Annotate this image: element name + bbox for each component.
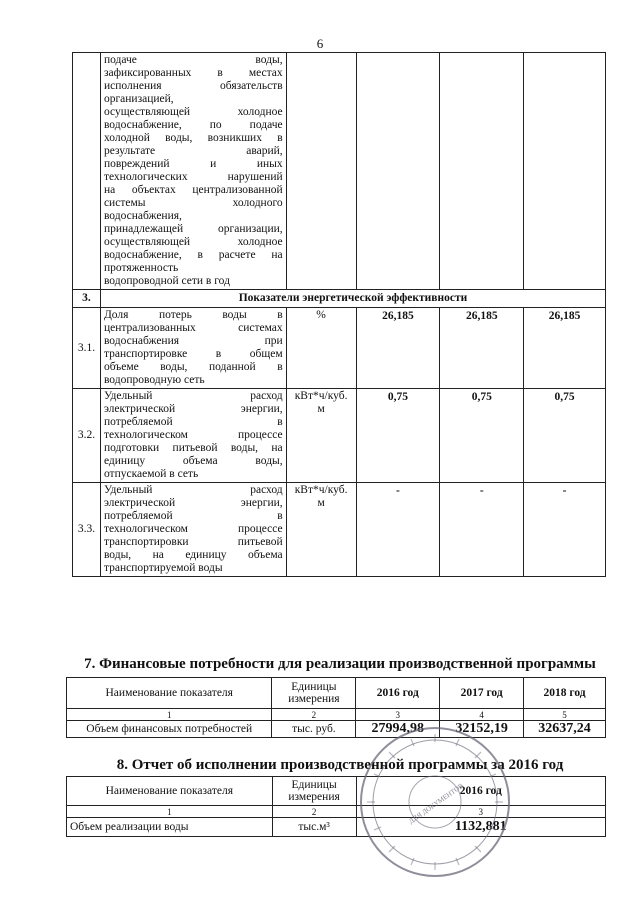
section-title: Показатели энергетической эффективности <box>100 290 605 308</box>
description-line: электрической энергии, <box>103 497 283 509</box>
stamp-center-text: ДЛЯ ДОКУМЕНТОВ <box>407 781 465 826</box>
indicators-table <box>72 52 606 577</box>
description-line: осуществляющей холодное <box>103 106 283 118</box>
description-line: Удельный расход <box>103 390 283 402</box>
value-2016: 1132,881 <box>356 818 605 837</box>
description-line: зафиксированных в местах <box>103 67 283 79</box>
index-row <box>67 709 606 721</box>
description-line: объеме воды, поданной в <box>103 361 283 373</box>
description-line: централизованных системах <box>103 322 283 334</box>
description-line: подаче воды, <box>103 54 283 66</box>
description-line: электрической энергии, <box>103 403 283 415</box>
index-cell: 1 <box>67 709 272 721</box>
index-cell: 3 <box>356 806 605 818</box>
description-line: подготовки питьевой воды, на <box>103 442 283 454</box>
description-line: принадлежащей организации, <box>103 223 283 235</box>
table-row <box>73 483 606 577</box>
index-cell: 3 <box>356 709 440 721</box>
description-line: системы холодного <box>103 197 283 209</box>
row-name: Объем финансовых потребностей <box>67 721 272 738</box>
value-2018: 32637,24 <box>524 721 606 738</box>
description-line: воды, на единицу объема <box>103 549 283 561</box>
description-line: транспортировке в общем <box>103 348 283 360</box>
section-number: 3. <box>73 290 101 308</box>
description-line: технологическом процессе <box>103 523 283 535</box>
value-2018: 26,185 <box>524 308 606 389</box>
description-line: водоснабжение, в расчете на <box>103 249 283 261</box>
description-line: технологическом процессе <box>103 429 283 441</box>
row-unit: тыс.м³ <box>272 818 356 837</box>
description-line: водоснабжение, по подаче <box>103 119 283 131</box>
header-unit: Единицы измерения <box>272 777 356 806</box>
header-name: Наименование показателя <box>67 678 272 709</box>
description-line: на объектах централизованной <box>103 184 283 196</box>
table-row <box>73 308 606 389</box>
row-description <box>100 483 286 577</box>
header-2016: 2016 год <box>356 678 440 709</box>
description-line: организацией, <box>103 93 174 105</box>
round-seal-stamp <box>355 722 515 882</box>
row-name: Объем реализации воды <box>67 818 273 837</box>
row-unit: кВт*ч/куб. м <box>286 389 356 483</box>
description-line: водоснабжения, <box>103 210 182 222</box>
description-line: осуществляющей холодное <box>103 236 283 248</box>
description-line: результате аварий, <box>103 145 283 157</box>
continuation-description <box>100 53 286 290</box>
section-row <box>73 290 606 308</box>
description-line: отпускаемой в сеть <box>103 468 199 480</box>
row-unit: кВт*ч/куб. м <box>286 483 356 577</box>
value-2016: 27994,98 <box>356 721 440 738</box>
index-cell: 1 <box>67 806 273 818</box>
index-row <box>67 806 606 818</box>
value-2016: - <box>356 483 440 577</box>
row-unit: % <box>286 308 356 389</box>
header-2016: 2016 год <box>356 777 605 806</box>
description-line: транспортировки питьевой <box>103 536 283 548</box>
row-description <box>100 389 286 483</box>
description-line: холодной воды, возникших в <box>103 132 283 144</box>
row-number: 3.2. <box>73 389 101 483</box>
description-line: водопроводной сети в год <box>103 275 230 287</box>
value-2016: 0,75 <box>356 389 440 483</box>
page-number: 6 <box>316 36 324 51</box>
row-number: 3.3. <box>73 483 101 577</box>
header-row <box>67 777 606 806</box>
description-line: потребляемой в <box>103 416 283 428</box>
table-row <box>73 389 606 483</box>
header-unit: Единицы измерения <box>272 678 356 709</box>
table-row <box>67 721 606 738</box>
index-cell: 2 <box>272 709 356 721</box>
description-line: протяженность <box>103 262 179 274</box>
description-line: Доля потерь воды в <box>103 309 283 321</box>
description-line: потребляемой в <box>103 510 283 522</box>
value-2018: - <box>524 483 606 577</box>
row-description <box>100 308 286 389</box>
value-2017: - <box>440 483 524 577</box>
section-8-heading: 8. Отчет об исполнении производственной программы за 2016 год <box>116 757 564 773</box>
financial-needs-table <box>66 677 606 738</box>
index-cell: 2 <box>272 806 356 818</box>
description-line: транспортируемой воды <box>103 562 223 574</box>
program-report-table <box>66 776 606 837</box>
index-cell: 5 <box>524 709 606 721</box>
header-2018: 2018 год <box>524 678 606 709</box>
description-line: исполнения обязательств <box>103 80 283 92</box>
section-7-heading: 7. Финансовые потребности для реализации производственной программы <box>84 656 596 672</box>
description-line: Удельный расход <box>103 484 283 496</box>
description-line: водопроводную сеть <box>103 374 205 386</box>
table-row <box>67 818 606 837</box>
value-2017: 0,75 <box>440 389 524 483</box>
row-number: 3.1. <box>73 308 101 389</box>
header-name: Наименование показателя <box>67 777 273 806</box>
index-cell: 4 <box>440 709 524 721</box>
header-2017: 2017 год <box>440 678 524 709</box>
value-2017: 32152,19 <box>440 721 524 738</box>
description-line: единицу объема воды, <box>103 455 283 467</box>
value-2016: 26,185 <box>356 308 440 389</box>
description-line: технологических нарушений <box>103 171 283 183</box>
row-unit: тыс. руб. <box>272 721 356 738</box>
description-line: водоснабжения при <box>103 335 283 347</box>
value-2017: 26,185 <box>440 308 524 389</box>
value-2018: 0,75 <box>524 389 606 483</box>
continuation-row <box>73 53 606 290</box>
description-line: повреждений и иных <box>103 158 283 170</box>
header-row <box>67 678 606 709</box>
